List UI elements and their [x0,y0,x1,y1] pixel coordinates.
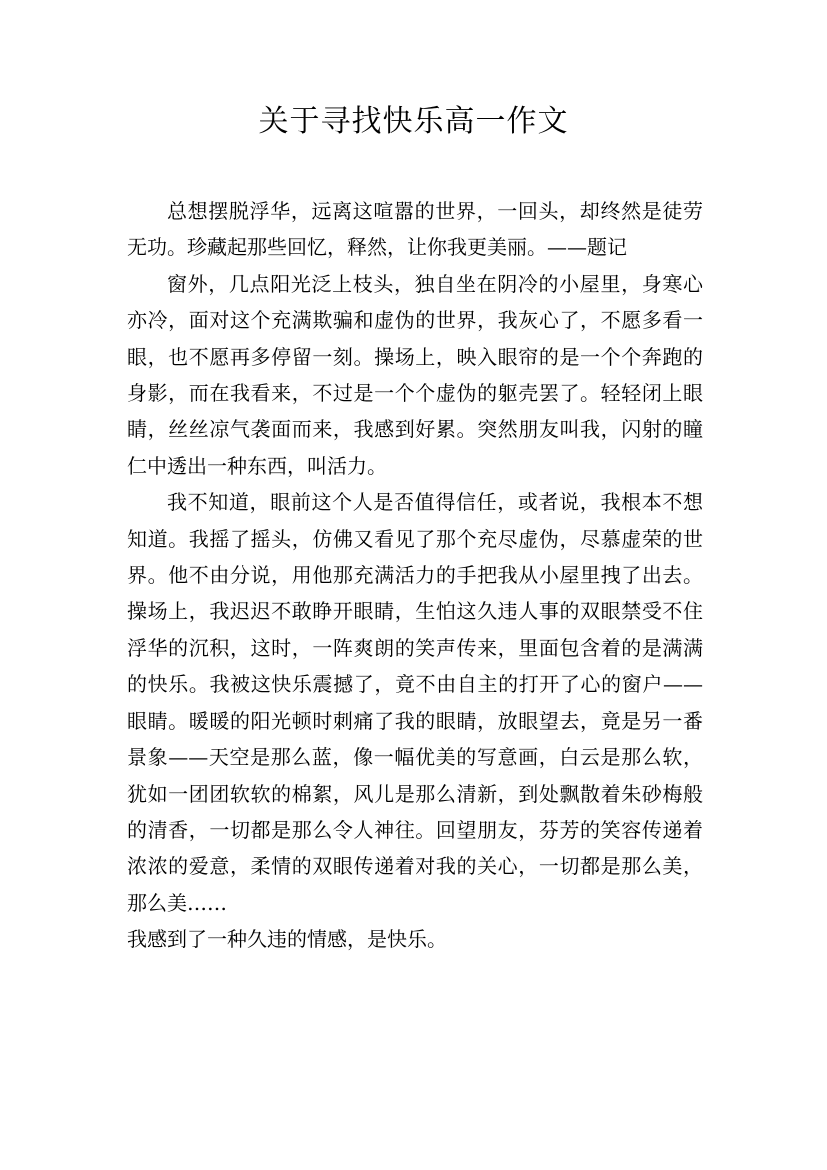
document-title: 关于寻找快乐高一作文 [258,104,569,139]
paragraph-conclusion: 我感到了一种久违的情感，是快乐。 [127,927,447,952]
paragraph-epigraph: 总想摆脱浮华，远离这喧嚣的世界，一回头，却终然是徒劳无功。珍藏起那些回忆，释然，让你我更美丽。——题记 [127,199,703,260]
paragraph-window: 窗外，几点阳光泛上枝头，独自坐在阴冷的小屋里，身寒心亦冷，面对这个充满欺骗和虚伪的世界，我灰心了，不愿多看一眼，也不愿再多停留一刻。操场上，映入眼帘的是一个个奔跑的身影，而在我看来，不过是一个个虚伪的躯壳罢了。轻轻闭上眼睛，丝丝凉气袭面而来，我感到好累。突然朋友叫我，闪射的瞳仁中透出一种东西，叫活力。 [127,271,703,478]
paragraph-friend: 我不知道，眼前这个人是否值得信任，或者说，我根本不想知道。我摇了摇头，仿佛又看见了那个充尽虚伪，尽慕虚荣的世界。他不由分说，用他那充满活力的手把我从小屋里拽了出去。操场上，我迟迟不敢睁开眼睛，生怕这久违人事的双眼禁受不住浮华的沉积，这时，一阵爽朗的笑声传来，里面包含着的是满满的快乐。我被这快乐震撼了，竟不由自主的打开了心的窗户——眼睛。暖暖的阳光顿时刺痛了我的眼睛，放眼望去，竟是另一番景象——天空是那么蓝，像一幅优美的写意画，白云是那么软，犹如一团团软软的棉絮，风儿是那么清新，到处飘散着朱砂梅般的清香，一切都是那么令人神往。回望朋友，芬芳的笑容传递着浓浓的爱意，柔情的双眼传递着对我的关心，一切都是那么美，那么美…… [127,490,703,915]
document-body [127,193,703,958]
